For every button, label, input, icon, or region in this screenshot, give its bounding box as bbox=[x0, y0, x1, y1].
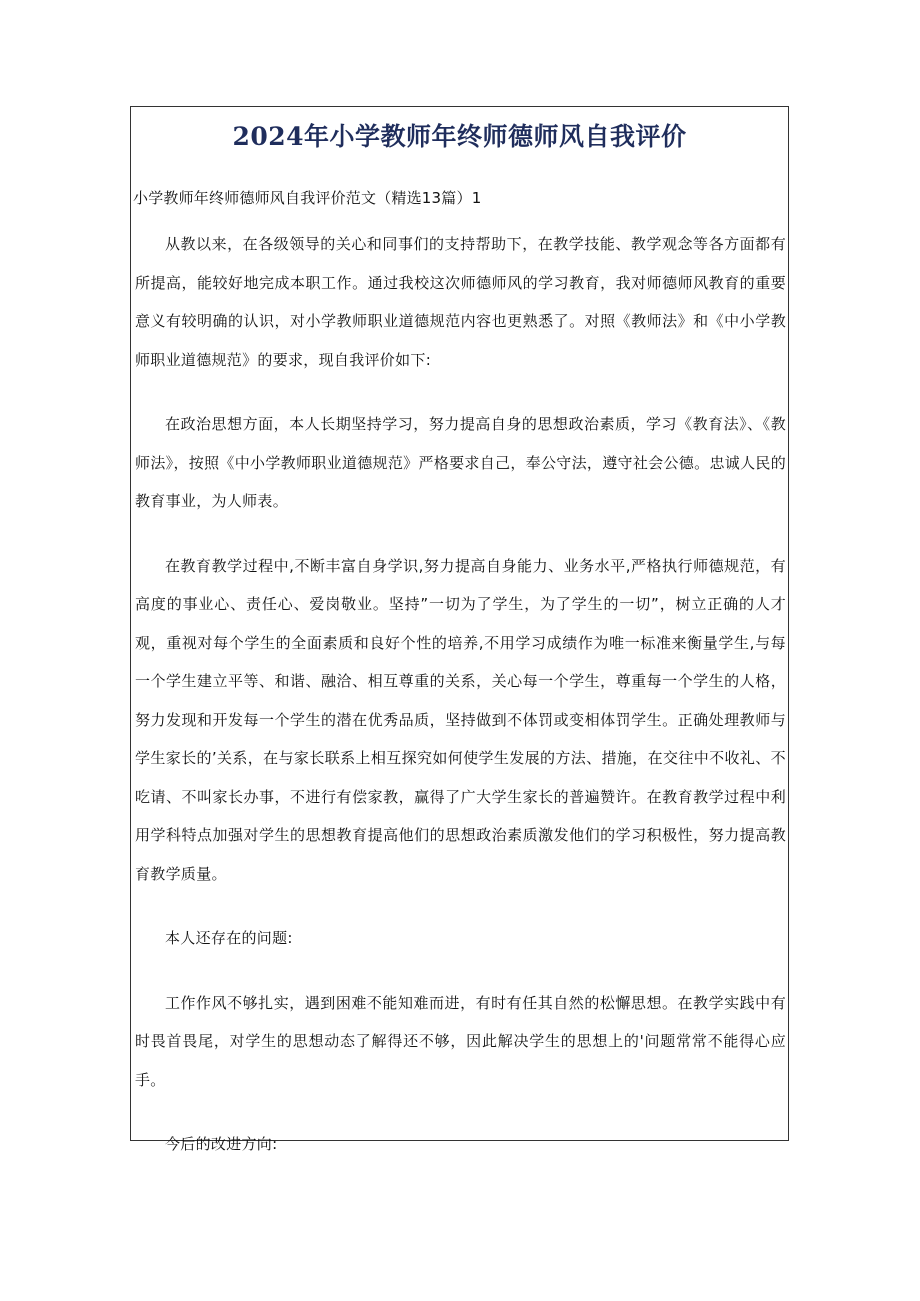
paragraph: 在教育教学过程中,不断丰富自身学识,努力提高自身能力、业务水平,严格执行师德规范，有高度的事业心、责任心、爱岗敬业。坚持”一切为了学生，为了学生的一切”，树立正确的人才观，重视对每个学生的全面素质和良好个性的培养,不用学习成绩作为唯一标准来衡量学生,与每一个学生建立平等、和谐、融洽、相互尊重的关系，关心每一个学生，尊重每一个学生的人格，努力发现和开发每一个学生的潜在优秀品质，坚持做到不体罚或变相体罚学生。正确处理教师与学生家长的’关系，在与家长联系上相互探究如何使学生发展的方法、措施，在交往中不收礼、不吃请、不叫家长办事，不进行有偿家教，赢得了广大学生家长的普遍赞许。在教育教学过程中利用学科特点加强对学生的思想教育提高他们的思想政治素质激发他们的学习积极性，努力提高教育教学质量。 bbox=[135, 556, 786, 883]
paragraph: 在政治思想方面，本人长期坚持学习，努力提高自身的思想政治素质，学习《教育法》、《教师法》，按照《中小学教师职业道德规范》严格要求自己，奉公守法，遵守社会公德。忠诚人民的教育事业，为人师表。 bbox=[135, 415, 786, 510]
paragraph: 今后的改进方向: bbox=[165, 1135, 278, 1153]
paragraph: 本人还存在的问题: bbox=[165, 929, 293, 947]
paragraph: 从教以来，在各级领导的关心和同事们的支持帮助下，在教学技能、教学观念等各方面都有所提高，能较好地完成本职工作。通过我校这次师德师风的学习教育，我对师德师风教育的重要意义有较明确的认识，对小学教师职业道德规范内容也更熟悉了。对照《教师法》和《中小学教师职业道德规范》的要求，现自我评价如下: bbox=[135, 235, 786, 369]
paragraph: 工作作风不够扎实，遇到困难不能知难而进，有时有任其自然的松懈思想。在教学实践中有时畏首畏尾，对学生的思想动态了解得还不够，因此解决学生的思想上的'问题常常不能得心应手。 bbox=[135, 993, 786, 1089]
document-subtitle: 小学教师年终师德师风自我评价范文（精选13篇）1 bbox=[133, 189, 482, 207]
document-page bbox=[130, 106, 789, 1153]
document-title: 2024年小学教师年终师德师风自我评价 bbox=[232, 122, 687, 151]
document-body bbox=[135, 225, 786, 1190]
